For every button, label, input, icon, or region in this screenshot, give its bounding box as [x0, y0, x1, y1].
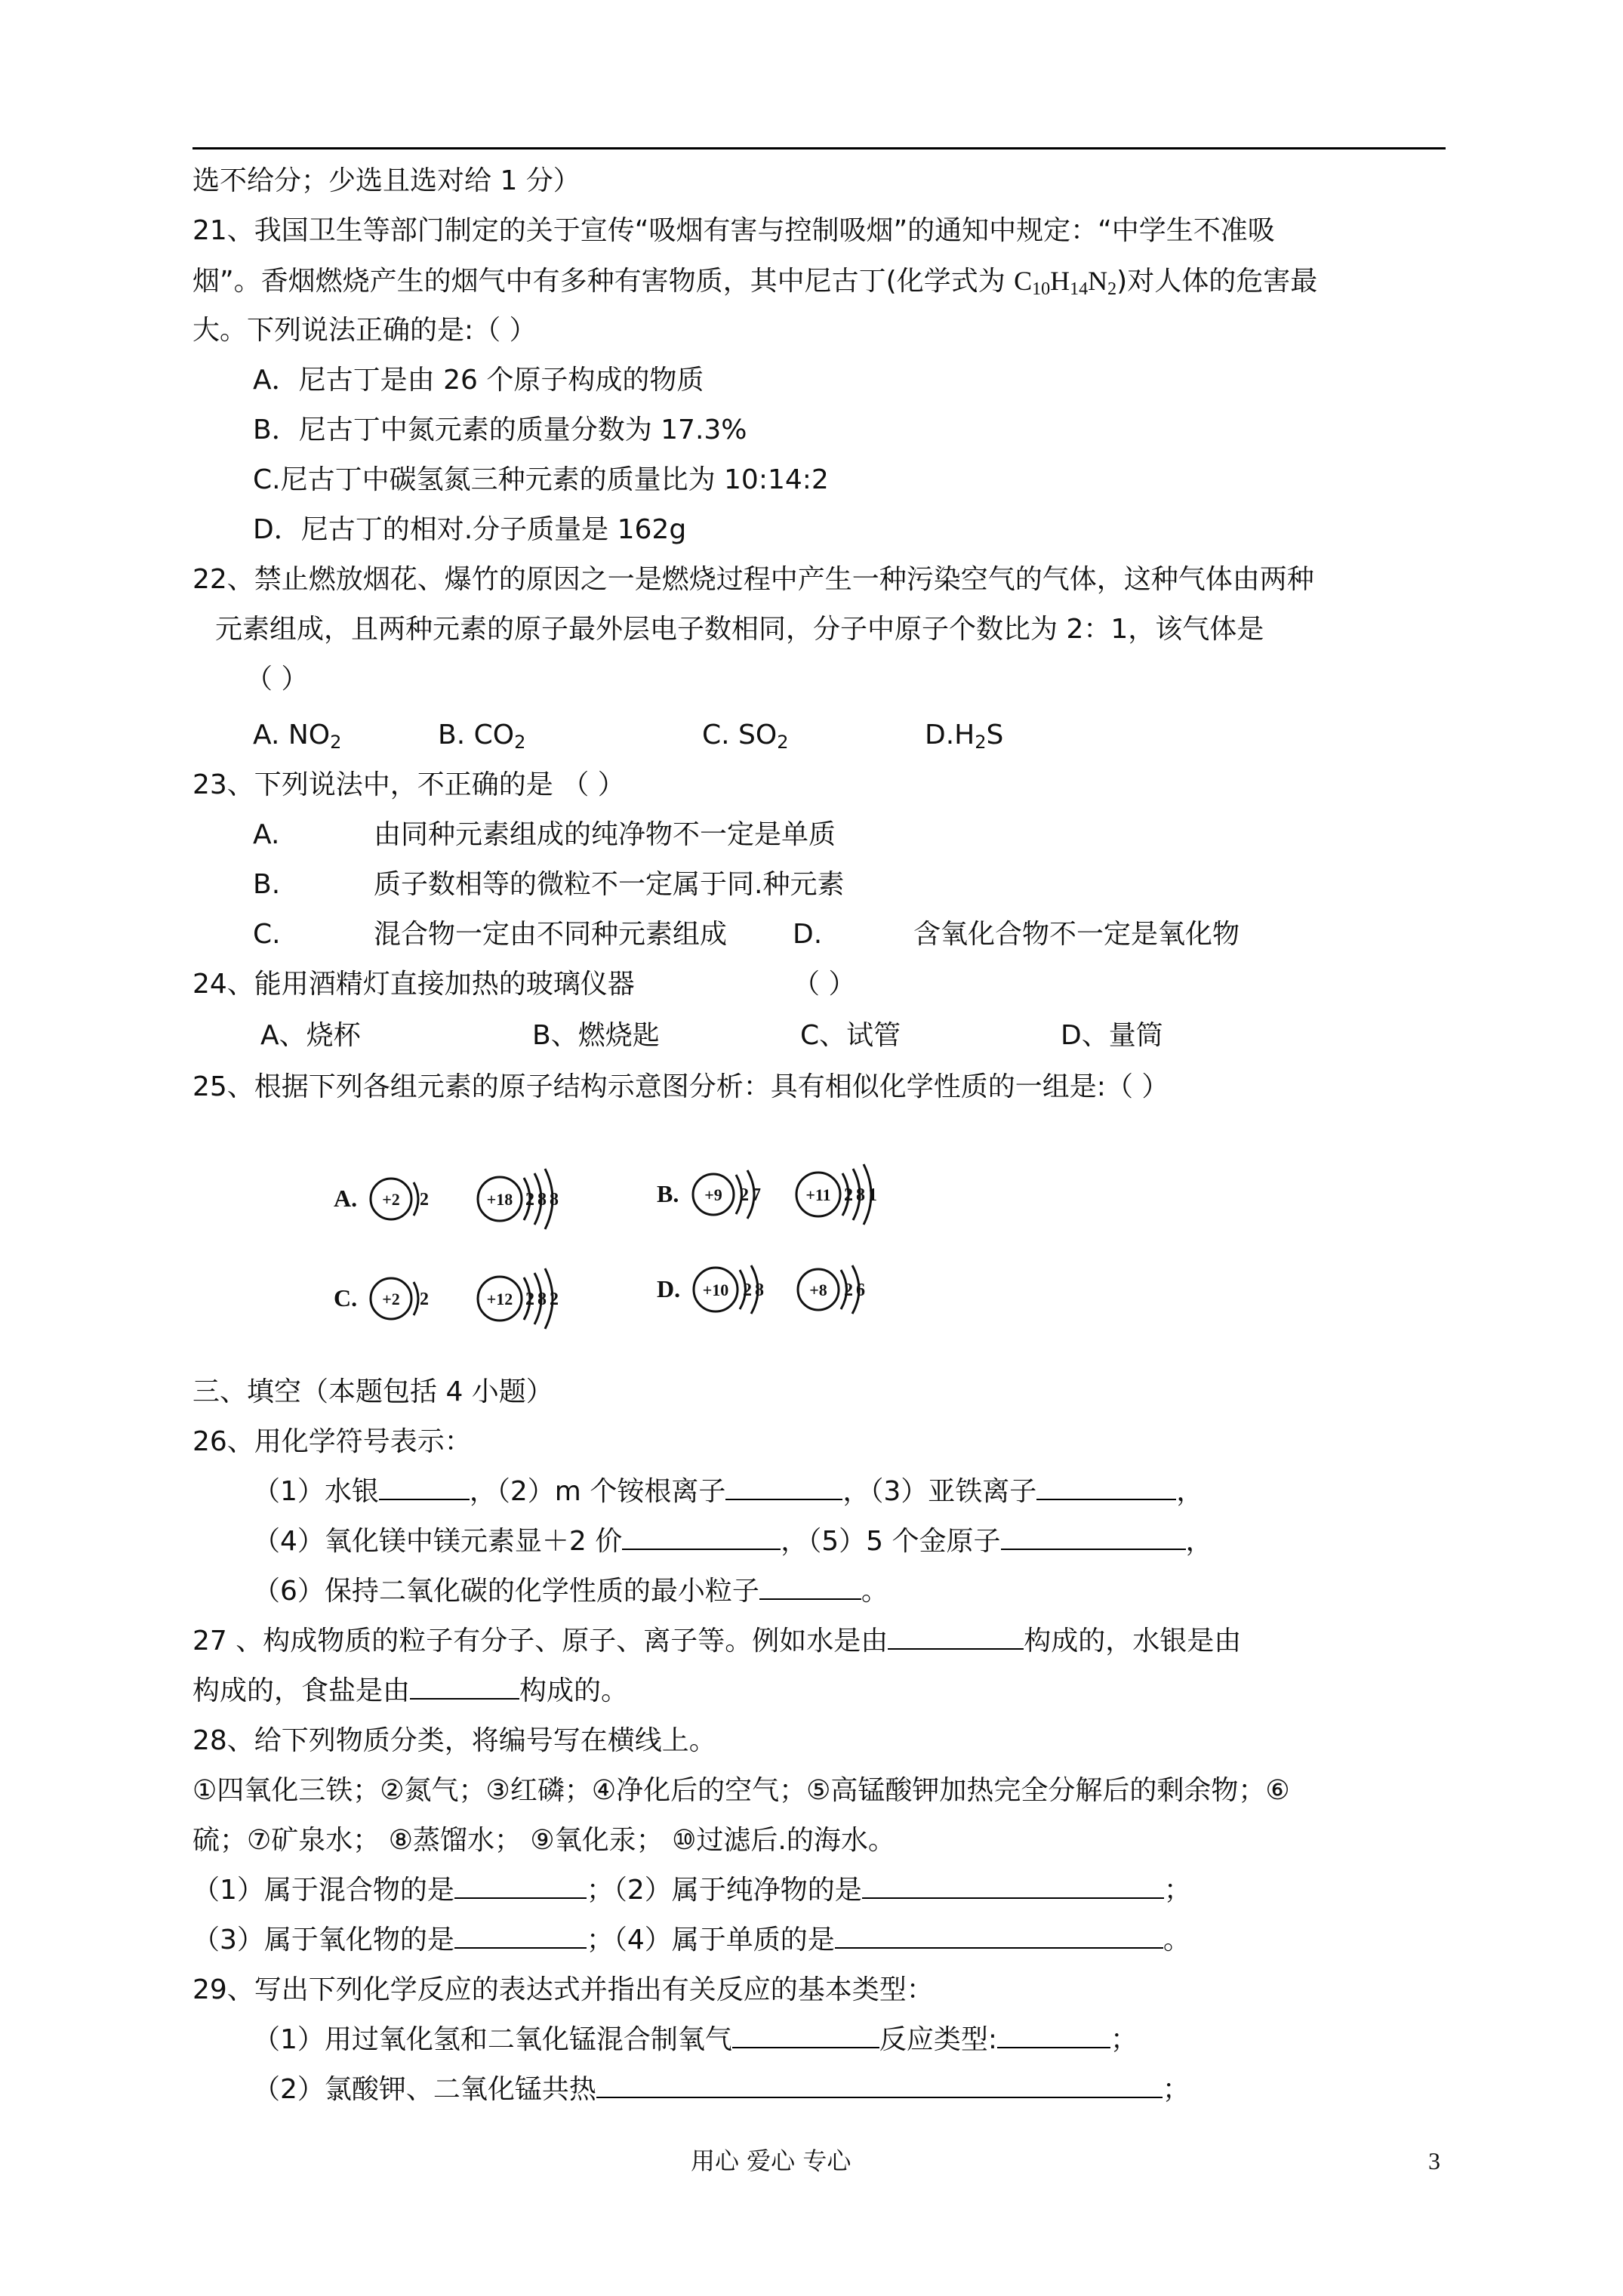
q27-blank-1[interactable] [888, 1626, 1024, 1650]
diagram-c-atom2-shell1: 2 [525, 1290, 534, 1309]
q21-line3: 大。下列说法正确的是:（ ） [192, 315, 537, 346]
diagram-a-atom2-shell1: 2 [525, 1190, 534, 1210]
q27-blank-3[interactable] [410, 1675, 519, 1700]
q24-line1: 24、能用酒精灯直接加热的玻璃仪器 [192, 969, 635, 1000]
q22-line3: （ ） [245, 664, 309, 695]
diagram-a-atom2-shell2: 8 [537, 1190, 547, 1210]
diagram-d-atom2-shell2: 6 [856, 1281, 865, 1300]
diagram-c-atom2-shell3: 2 [550, 1290, 559, 1309]
q28-blank-4[interactable] [835, 1925, 1163, 1949]
q22-option-d: $D.H_2S$ [925, 720, 1004, 753]
q24-paren: （ ） [793, 969, 856, 1000]
diagram-c-atom1-nucleus: +2 [382, 1290, 400, 1308]
q26-line3: （4）氧化镁中镁元素显＋2 价 ，（5）5 个金原子 ， [253, 1526, 1213, 1557]
diagram-c-label: C. [334, 1284, 358, 1311]
q21-option-a: A．尼古丁是由 26 个原子构成的物质 [253, 365, 704, 396]
diagram-c-atom2-shell2: 8 [537, 1290, 547, 1309]
diagram-a-atom1-shell1: 2 [420, 1190, 429, 1210]
diagram-b-label: B. [657, 1180, 679, 1207]
q28-blank-3[interactable] [454, 1925, 587, 1949]
q23-option-d-letter: D. [793, 919, 823, 950]
q28-line4: （1）属于混合物的是 ；（2）属于纯净物的是 ； [192, 1875, 1191, 1906]
q24-option-c: C、试管 [800, 1020, 901, 1051]
diagram-a-atom1-shell1-arc [414, 1182, 418, 1216]
q26-blank-5[interactable] [1001, 1526, 1186, 1550]
diagram-d-atom2-shell1: 2 [844, 1281, 853, 1300]
diagram-d-atom1-nucleus: +10 [702, 1281, 729, 1299]
diagram-d-label: D. [657, 1275, 681, 1302]
diagram-d-atom2-nucleus: +8 [809, 1281, 827, 1299]
q23-option-a: 由同种元素组成的纯净物不一定是单质 [374, 819, 836, 850]
diagram-d-atom1-shell1: 2 [743, 1281, 752, 1300]
q22-option-a: A. $NO_2$ [253, 720, 342, 753]
diagram-a-atom2-shell3: 8 [550, 1190, 559, 1210]
header-rule [192, 147, 1446, 149]
footer-motto: 用心 爱心 专心 [691, 2147, 852, 2175]
q26-blank-4[interactable] [622, 1526, 781, 1550]
diagram-d-atom1-shell2: 8 [755, 1281, 764, 1300]
q24-option-a: A、烧杯 [260, 1020, 361, 1051]
q23-line1: 23、下列说法中，不正确的是 （ ） [192, 769, 625, 800]
q28-line2: ①四氧化三铁；②氮气；③红磷；④净化后的空气；⑤高锰酸钾加热完全分解后的剩余物；⑥ [192, 1775, 1290, 1806]
q24-option-d: D、量筒 [1061, 1020, 1163, 1051]
q23-option-a-letter: A. [253, 819, 280, 850]
q29-line3: （2）氯酸钾、二氧化锰共热 ； [253, 2074, 1190, 2105]
q23-option-c: 混合物一定由不同种元素组成 [374, 919, 728, 950]
q26-line1: 26、用化学符号表示： [192, 1426, 472, 1457]
q21-option-c: C.尼古丁中碳氢氮三种元素的质量比为 10:14:2 [253, 464, 829, 495]
diagram-b-atom2-nucleus: +11 [805, 1185, 831, 1204]
q29-blank-3[interactable] [596, 2074, 1163, 2098]
q22-line2: 元素组成，且两种元素的原子最外层电子数相同，分子中原子个数比为 2：1，该气体是 [215, 614, 1264, 645]
q25-line1: 25、根据下列各组元素的原子结构示意图分析：具有相似化学性质的一组是:（ ） [192, 1071, 1169, 1102]
q21-line1: 21、我国卫生等部门制定的关于宣传“吸烟有害与控制吸烟”的通知中规定：“中学生不准吸 [192, 215, 1275, 246]
q27-line1: 27 、构成物质的粒子有分子、原子、离子等。例如水是由 构成的，水银是由 [192, 1626, 1242, 1657]
section3-heading: 三、填空（本题包括 4 小题） [192, 1376, 553, 1407]
q22-line1: 22、禁止燃放烟花、爆竹的原因之一是燃烧过程中产生一种污染空气的气体，这种气体由两种 [192, 564, 1314, 595]
diagram-b-atom2-shell2: 8 [856, 1185, 865, 1205]
q26-line2: （1）水银 ，（2）m 个铵根离子 ，（3）亚铁离子 ， [253, 1476, 1204, 1507]
q22-option-c: C. $SO_2$ [702, 720, 789, 753]
q21-line2: 烟”。香烟燃烧产生的烟气中有多种有害物质，其中尼古丁(化学式为 $C_{10}H_{14}N_2$)对人体的危害最 [192, 266, 1318, 299]
q26-blank-3[interactable] [1036, 1476, 1176, 1500]
q23-option-b-letter: B. [253, 869, 281, 900]
diagram-a-atom2-nucleus: +18 [486, 1190, 513, 1209]
diagram-b-atom1-shell2: 7 [752, 1185, 761, 1205]
q26-blank-6[interactable] [759, 1576, 861, 1600]
q28-blank-2[interactable] [862, 1875, 1164, 1899]
q29-line1: 29、写出下列化学反应的表达式并指出有关反应的基本类型： [192, 1974, 934, 2005]
q23-option-b: 质子数相等的微粒不一定属于同.种元素 [374, 869, 845, 900]
diagram-b-atom1-shell1: 2 [740, 1185, 749, 1205]
q21-option-d: D．尼古丁的相对.分子质量是 162g [253, 514, 687, 545]
atomic-structure-diagrams [317, 1155, 1012, 1374]
q29-blank-2[interactable] [997, 2024, 1110, 2048]
q26-blank-1[interactable] [379, 1476, 470, 1500]
q28-line1: 28、给下列物质分类，将编号写在横线上。 [192, 1725, 716, 1756]
diagram-b-atom1-nucleus: +9 [704, 1185, 722, 1204]
diagram-a-atom1-nucleus: +2 [382, 1190, 400, 1209]
diagram-c-atom1-shell1: 2 [420, 1290, 429, 1309]
page-number: 3 [1428, 2147, 1440, 2174]
q28-blank-1[interactable] [454, 1875, 587, 1899]
q26-blank-2[interactable] [725, 1476, 842, 1500]
q21-option-b: B．尼古丁中氮元素的质量分数为 17.3% [253, 415, 747, 445]
intro-line: 选不给分；少选且选对给 1 分） [192, 165, 581, 196]
q24-option-b: B、燃烧匙 [532, 1020, 660, 1051]
diagram-b-atom2-shell3: 1 [868, 1185, 877, 1205]
q29-line2: （1）用过氧化氢和二氧化锰混合制氧气 反应类型: ； [253, 2024, 1138, 2055]
q28-line3: 硫；⑦矿泉水； ⑧蒸馏水； ⑨氧化汞； ⑩过滤后.的海水。 [192, 1825, 895, 1856]
diagram-c-atom2-nucleus: +12 [486, 1290, 513, 1308]
q23-option-d: 含氧化合物不一定是氧化物 [913, 919, 1240, 950]
diagram-b-atom2-shell1: 2 [844, 1185, 853, 1205]
q27-line2: 构成的，食盐是由 构成的。 [192, 1675, 629, 1706]
q22-option-b: B. $CO_2$ [438, 720, 526, 753]
diagram-a-label: A. [334, 1185, 358, 1212]
q29-blank-1[interactable] [732, 2024, 879, 2048]
q23-option-c-letter: C. [253, 919, 281, 950]
q26-line4: （6）保持二氧化碳的化学性质的最小粒子 。 [253, 1576, 888, 1607]
q28-line5: （3）属于氧化物的是 ；（4）属于单质的是 。 [192, 1925, 1190, 1955]
